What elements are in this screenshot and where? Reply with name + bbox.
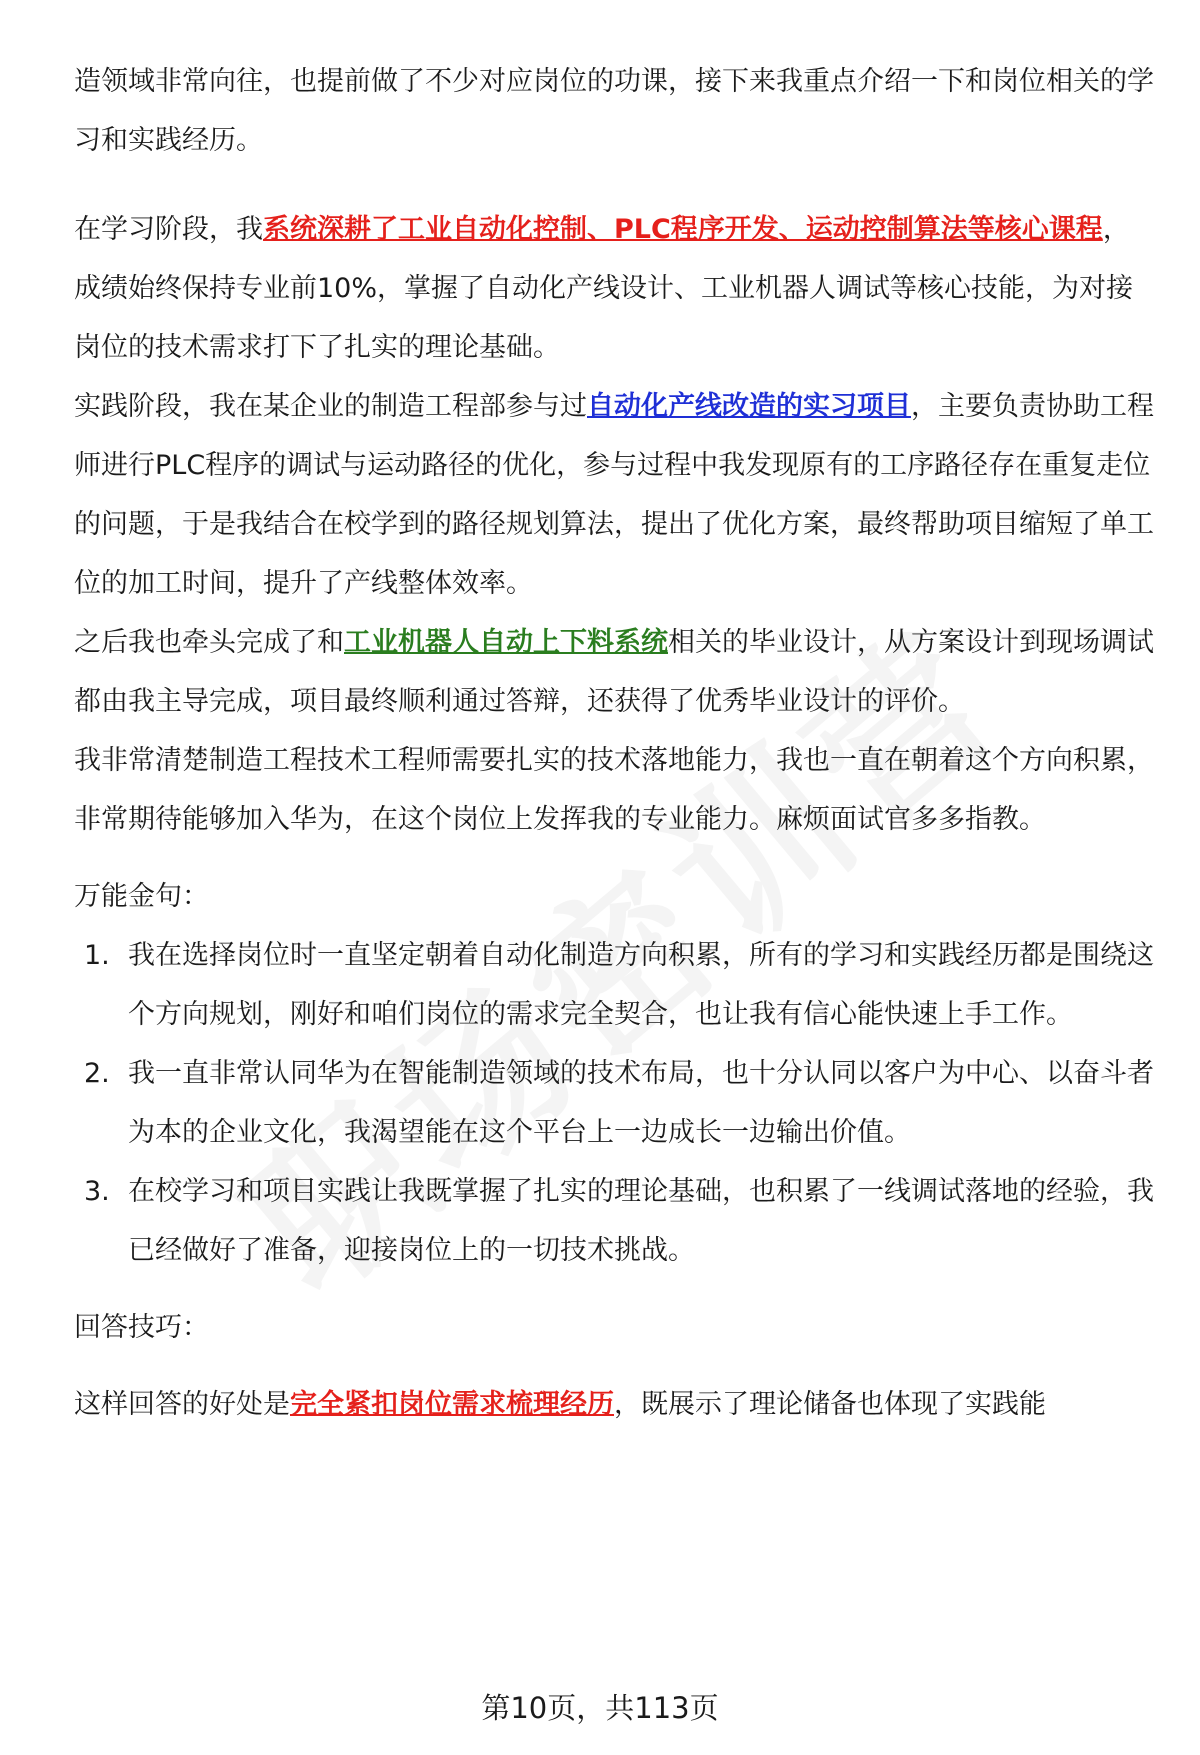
study-highlight: 系统深耕了工业自动化控制、PLC程序开发、运动控制算法等核心课程 xyxy=(263,214,1103,245)
paragraph-study xyxy=(74,200,1154,377)
golden-sentences-heading: 万能金句： xyxy=(74,881,209,912)
list-number: 2. xyxy=(84,1058,110,1089)
study-text-pre: 在学习阶段，我 xyxy=(74,214,263,245)
list-item xyxy=(74,926,1154,1044)
practice-text-post: ，主要负责协助工程师进行PLC程序的调试与运动路径的优化，参与过程中我发现原有的工序路径存在重复走位的问题，于是我结合在校学到的路径规划算法，提出了优化方案，最终帮助项目缩短了单工位的加工时间，提升了产线整体效率。 xyxy=(74,391,1154,599)
list-text: 我一直非常认同华为在智能制造领域的技术布局，也十分认同以客户为中心、以奋斗者为本的企业文化，我渴望能在这个平台上一边成长一边输出价值。 xyxy=(128,1058,1154,1148)
content-body xyxy=(74,52,1154,1434)
list-item xyxy=(74,1044,1154,1162)
answer-tips-heading: 回答技巧： xyxy=(74,1312,209,1343)
graduation-text-pre: 之后我也牵头完成了和 xyxy=(74,627,344,658)
list-number: 3. xyxy=(84,1176,110,1207)
list-text: 我在选择岗位时一直坚定朝着自动化制造方向积累，所有的学习和实践经历都是围绕这个方向规划，刚好和咱们岗位的需求完全契合，也让我有信心能快速上手工作。 xyxy=(128,940,1154,1030)
practice-highlight: 自动化产线改造的实习项目 xyxy=(587,391,911,422)
list-number: 1. xyxy=(84,940,110,971)
graduation-highlight: 工业机器人自动上下料系统 xyxy=(344,627,668,658)
tips-highlight: 完全紧扣岗位需求梳理经历 xyxy=(290,1389,614,1420)
page-number-footer: 第10页，共113页 xyxy=(481,1691,719,1725)
graduation-text-post: 相关的毕业设计，从方案设计到现场调试都由我主导完成，项目最终顺利通过答辩，还获得了优秀毕业设计的评价。 xyxy=(74,627,1154,717)
list-text: 在校学习和项目实践让我既掌握了扎实的理论基础，也积累了一线调试落地的经验，我已经做好了准备，迎接岗位上的一切技术挑战。 xyxy=(128,1176,1154,1266)
paragraph-practice xyxy=(74,377,1154,613)
paragraph-closing: 我非常清楚制造工程技术工程师需要扎实的技术落地能力，我也一直在朝着这个方向积累，非常期待能够加入华为，在这个岗位上发挥我的专业能力。麻烦面试官多多指教。 xyxy=(74,745,1154,835)
golden-sentences-list xyxy=(74,926,1154,1280)
paragraph-graduation xyxy=(74,613,1154,731)
practice-text-pre: 实践阶段，我在某企业的制造工程部参与过 xyxy=(74,391,587,422)
paragraph-intro: 造领域非常向往，也提前做了不少对应岗位的功课，接下来我重点介绍一下和岗位相关的学习和实践经历。 xyxy=(74,66,1154,156)
tips-text-post: ，既展示了理论储备也体现了实践能 xyxy=(614,1389,1046,1420)
tips-text-pre: 这样回答的好处是 xyxy=(74,1389,290,1420)
paragraph-tips xyxy=(74,1375,1154,1434)
study-text-post: ，成绩始终保持专业前10%，掌握了自动化产线设计、工业机器人调试等核心技能，为对接岗位的技术需求打下了扎实的理论基础。 xyxy=(74,214,1134,363)
list-item xyxy=(74,1162,1154,1280)
